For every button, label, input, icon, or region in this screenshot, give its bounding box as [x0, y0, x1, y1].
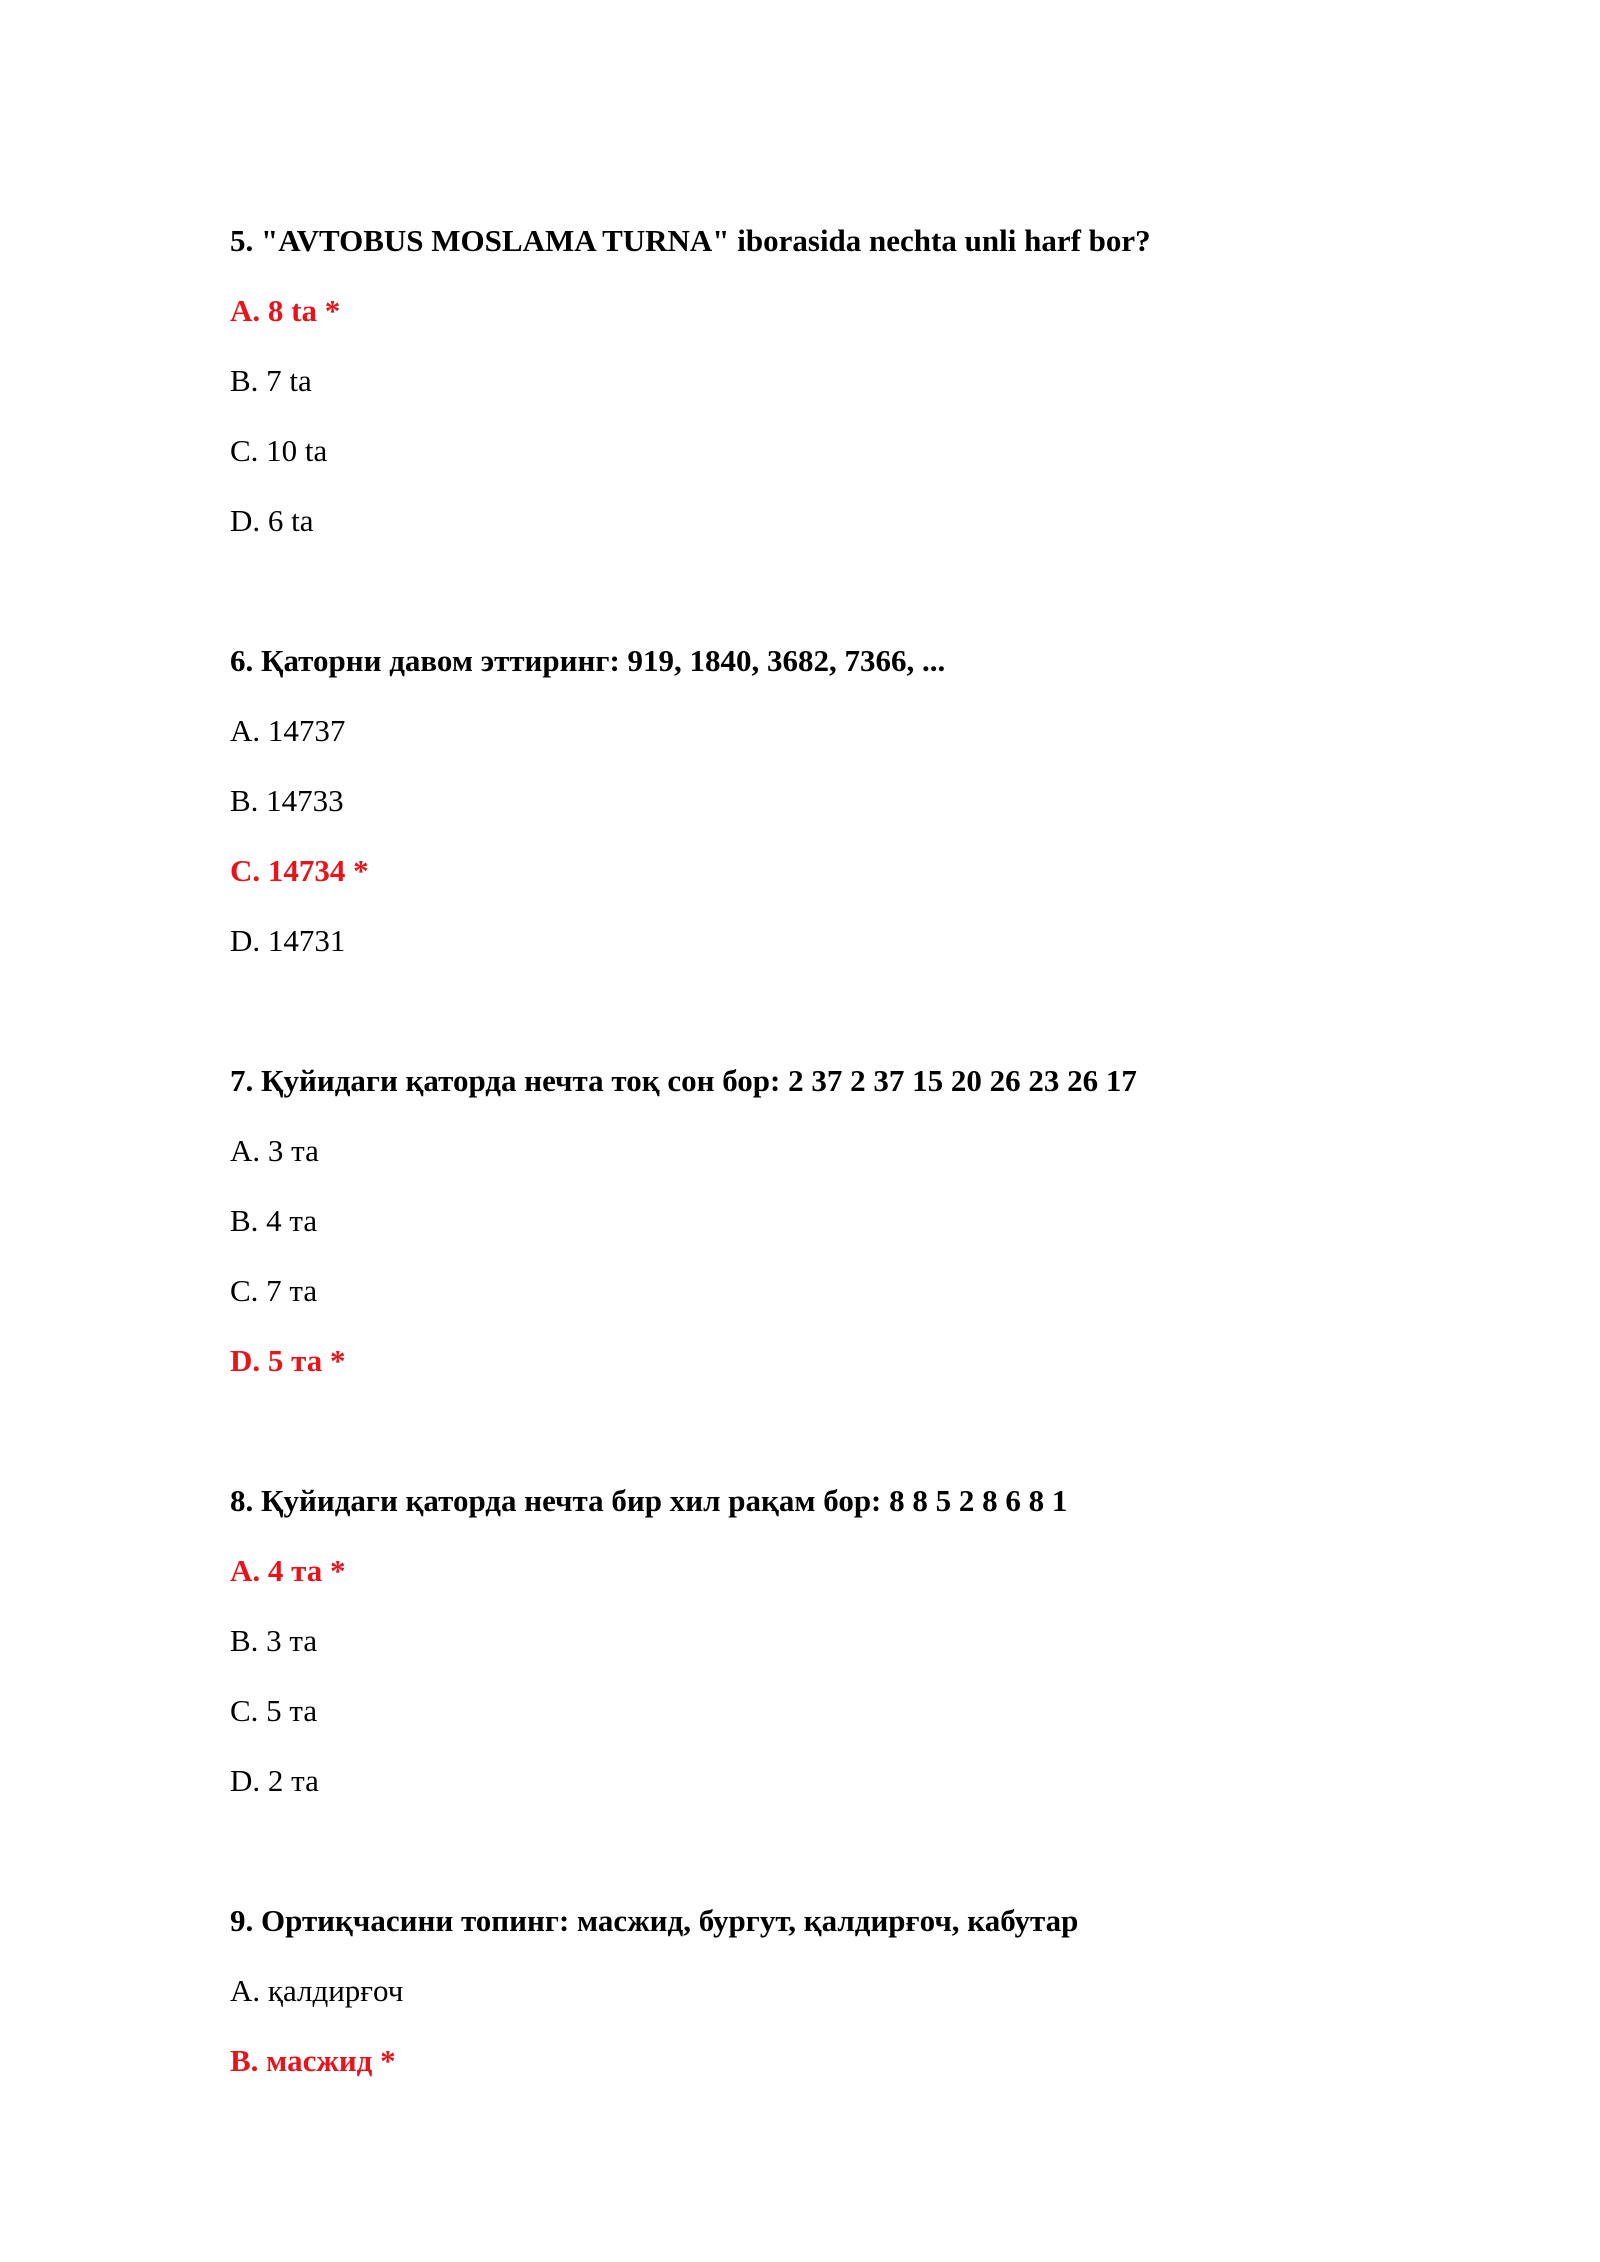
question-9 — [230, 1901, 1530, 2081]
question-7 — [230, 1061, 1530, 1381]
answer-option-d: D. 6 ta — [230, 503, 314, 538]
answer-option-b: B. масжид * — [230, 2043, 396, 2078]
question-text: 6. Қаторни давом эттиринг: 919, 1840, 3682, 7366, ... — [230, 643, 946, 678]
answer-option-b: B. 3 та — [230, 1623, 318, 1658]
answer-option-a: A. 4 та * — [230, 1553, 346, 1588]
answer-option-b: B. 4 та — [230, 1203, 318, 1238]
question-6 — [230, 641, 1530, 961]
answer-option-b: B. 14733 — [230, 783, 344, 818]
answer-option-c: C. 14734 * — [230, 853, 369, 888]
answer-option-d: D. 2 та — [230, 1763, 319, 1798]
answer-option-d: D. 5 та * — [230, 1343, 346, 1378]
answer-option-b: B. 7 ta — [230, 363, 312, 398]
question-text: 7. Қуйидаги қаторда нечта тоқ сон бор: 2 37 2 37 15 20 26 23 26 17 — [230, 1063, 1137, 1098]
question-text: 8. Қуйидаги қаторда нечта бир хил рақам бор: 8 8 5 2 8 6 8 1 — [230, 1483, 1068, 1518]
question-text: 5. "AVTOBUS MOSLAMA TURNA" iborasida nechta unli harf bor? — [230, 223, 1151, 258]
answer-option-c: C. 7 та — [230, 1273, 318, 1308]
answer-option-a: A. 8 ta * — [230, 293, 341, 328]
answer-option-a: A. 3 та — [230, 1133, 319, 1168]
question-text: 9. Ортиқчасини топинг: масжид, бургут, қалдирғоч, кабутар — [230, 1903, 1079, 1938]
answer-option-c: C. 5 та — [230, 1693, 318, 1728]
answer-option-d: D. 14731 — [230, 923, 346, 958]
answer-option-c: C. 10 ta — [230, 433, 328, 468]
question-8 — [230, 1481, 1530, 1801]
answer-option-a: A. 14737 — [230, 713, 346, 748]
answer-option-a: A. қалдирғоч — [230, 1973, 404, 2008]
question-5 — [230, 221, 1530, 541]
